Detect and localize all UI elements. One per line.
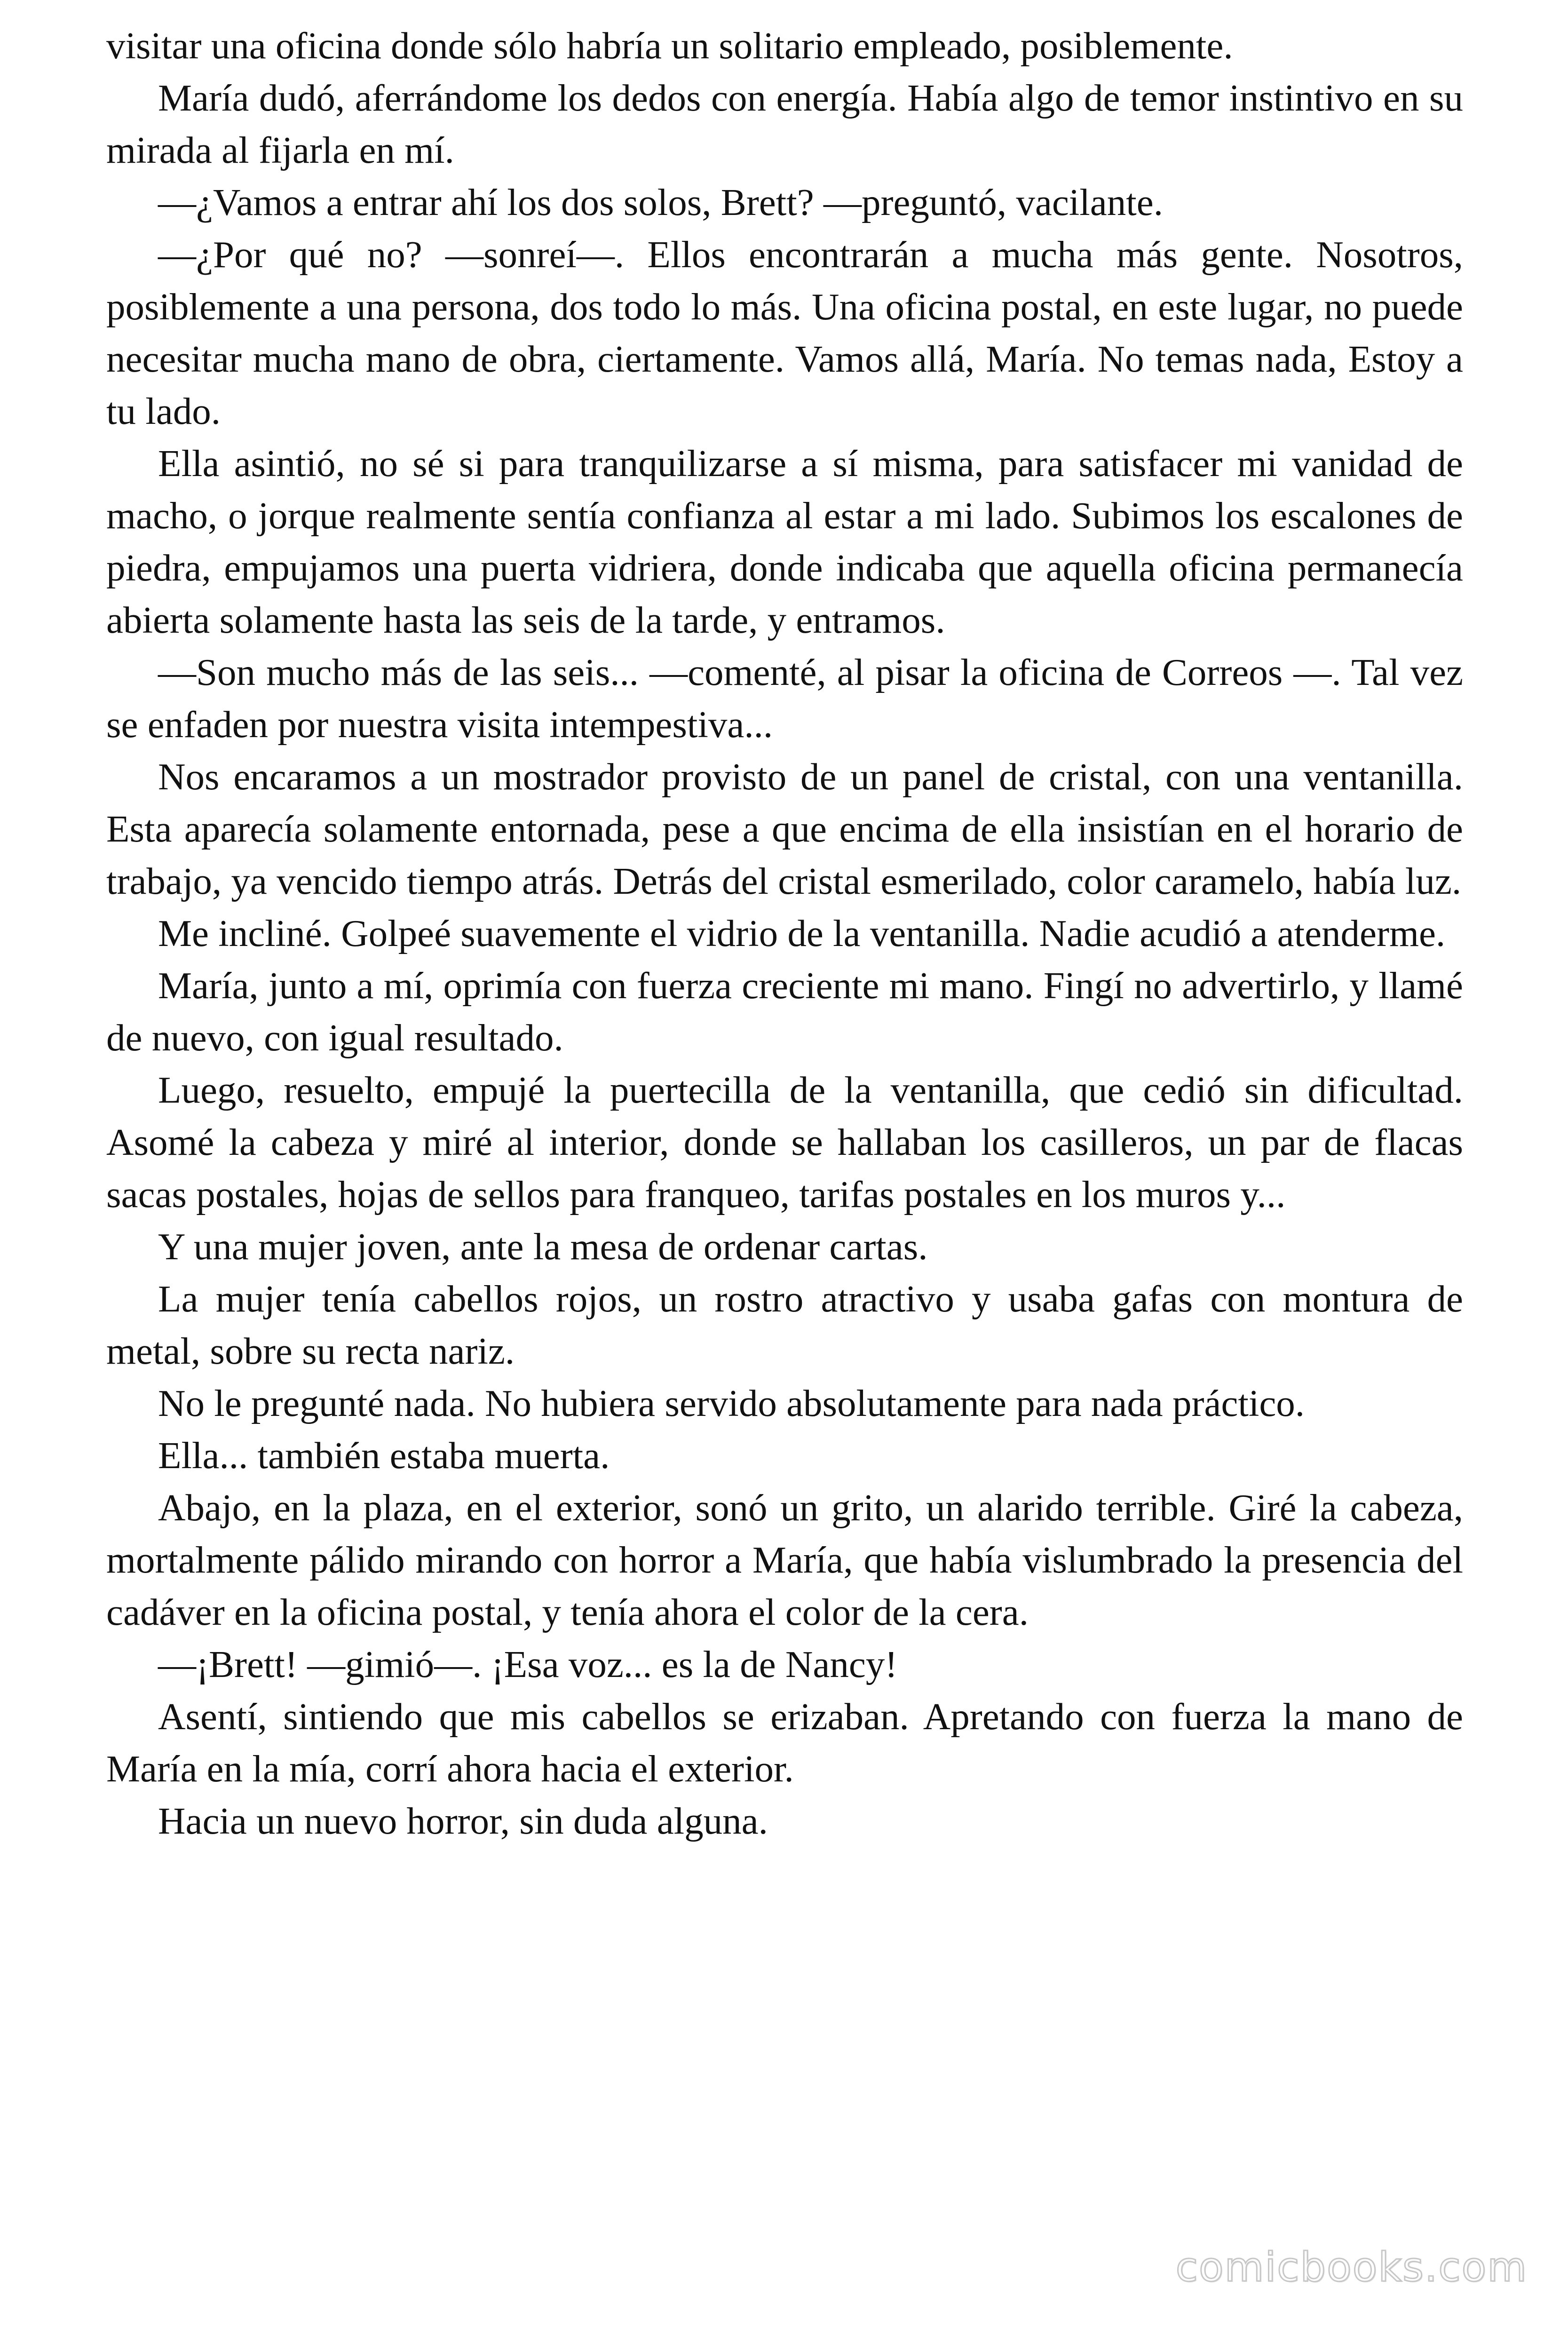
- paragraph: Me incliné. Golpeé suavemente el vidrio de la ventanilla. Nadie acudió a atenderme.: [158, 912, 1446, 954]
- paragraph-continuation: visitar una oficina donde sólo habría un solitario empleado, posiblemente.: [106, 24, 1233, 67]
- paragraph: La mujer tenía cabellos rojos, un rostro atractivo y usaba gafas con montura de metal, sobre su recta nariz.: [106, 1278, 1463, 1372]
- paragraph-dialogue: —¿Vamos a entrar ahí los dos solos, Brett? —preguntó, vacilante.: [158, 181, 1163, 223]
- paragraph-dialogue: —¿Por qué no? —sonreí—. Ellos encontrarán a mucha más gente. Nosotros, posiblemente a una persona, dos todo lo más. Una oficina postal, en este lugar, no puede necesitar mucha mano de obra, ciertamente. Vamos allá, María. No temas nada, Estoy a tu lado.: [106, 233, 1463, 432]
- paragraph: Nos encaramos a un mostrador provisto de un panel de cristal, con una ventanilla. Esta aparecía solamente entornada, pese a que encima de ella insistían en el horario de trabajo, ya vencido tiempo atrás. Detrás del cristal esmerilado, color caramelo, había luz.: [106, 755, 1463, 902]
- paragraph: Abajo, en la plaza, en el exterior, sonó un grito, un alarido terrible. Giré la cabeza, mortalmente pálido mirando con horror a María, que había vislumbrado la presencia del cadáver en la oficina postal, y tenía ahora el color de la cera.: [106, 1486, 1463, 1633]
- paragraph-dialogue: —¡Brett! —gimió—. ¡Esa voz... es la de Nancy!: [158, 1643, 898, 1685]
- paragraph: Luego, resuelto, empujé la puertecilla de la ventanilla, que cedió sin dificultad. Asomé la cabeza y miré al interior, donde se hallaban los casilleros, un par de flacas sacas postales, hojas de sellos para franqueo, tarifas postales en los muros y...: [106, 1069, 1463, 1216]
- paragraph: No le pregunté nada. No hubiera servido absolutamente para nada práctico.: [158, 1382, 1305, 1424]
- paragraph: Y una mujer joven, ante la mesa de ordenar cartas.: [158, 1225, 928, 1268]
- paragraph-dialogue: —Son mucho más de las seis... —comenté, al pisar la oficina de Correos —. Tal vez se enfaden por nuestra visita intempestiva...: [106, 651, 1463, 746]
- paragraph: Asentí, sintiendo que mis cabellos se erizaban. Apretando con fuerza la mano de María en la mía, corrí ahora hacia el exterior.: [106, 1695, 1463, 1790]
- paragraph: Ella... también estaba muerta.: [158, 1434, 610, 1477]
- book-page-text: [106, 20, 1463, 1847]
- paragraph: Ella asintió, no sé si para tranquilizarse a sí misma, para satisfacer mi vanidad de macho, o jorque realmente sentía confianza al estar a mi lado. Subimos los escalones de piedra, empujamos una puerta vidriera, donde indicaba que aquella oficina permanecía abierta solamente hasta las seis de la tarde, y entramos.: [106, 442, 1463, 641]
- watermark-logo: comicbooks.com: [1175, 2244, 1528, 2291]
- paragraph: María dudó, aferrándome los dedos con energía. Había algo de temor instintivo en su mirada al fijarla en mí.: [106, 77, 1463, 171]
- paragraph: María, junto a mí, oprimía con fuerza creciente mi mano. Fingí no advertirlo, y llamé de nuevo, con igual resultado.: [106, 964, 1463, 1059]
- paragraph: Hacia un nuevo horror, sin duda alguna.: [158, 1800, 768, 1842]
